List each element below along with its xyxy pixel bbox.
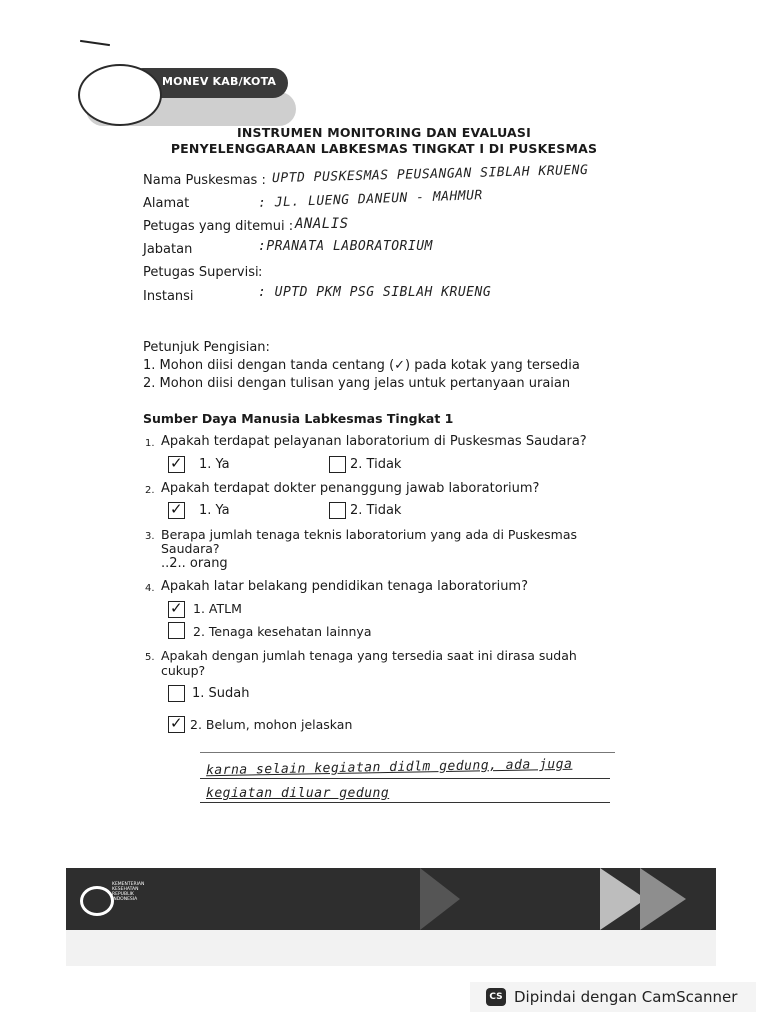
q1-option-tidak-checkbox[interactable] <box>329 456 346 473</box>
camscanner-logo-icon: CS <box>486 988 506 1006</box>
kemenkes-logo-icon <box>80 886 114 916</box>
q4-text: Apakah latar belakang pendidikan tenaga laboratorium? <box>161 579 528 594</box>
doc-title-line2: PENYELENGGARAAN LABKESMAS TINGKAT I DI PUSKESMAS <box>170 141 598 156</box>
jabatan-label: Jabatan <box>143 242 193 257</box>
q2-text: Apakah terdapat dokter penanggung jawab laboratorium? <box>161 481 540 496</box>
q4-option-atlm-label: 1. ATLM <box>193 601 242 616</box>
footer-strip <box>66 930 716 966</box>
answer-line <box>200 778 610 779</box>
instructions-heading: Petunjuk Pengisian: <box>143 340 270 355</box>
q3-answer[interactable]: ..2.. orang <box>161 556 228 571</box>
jabatan-value: :PRANATA LABORATORIUM <box>258 239 433 254</box>
checkmark-icon: ✓ <box>170 714 183 732</box>
instruction-item: 1. Mohon diisi dengan tanda centang (✓) pada kotak yang tersedia <box>143 358 580 373</box>
footer-chevron <box>420 868 460 930</box>
q4-number: 4. <box>145 583 155 594</box>
q3-number: 3. <box>145 531 155 542</box>
answer-line <box>200 752 615 753</box>
checkmark-icon: ✓ <box>170 599 183 617</box>
q2-option-tidak-label: 2. Tidak <box>350 503 402 518</box>
q1-option-ya-checkbox[interactable] <box>168 456 185 473</box>
q4-option-atlm-checkbox[interactable] <box>168 601 185 618</box>
q5-option-sudah-checkbox[interactable] <box>168 685 185 702</box>
supervisi-label: Petugas Supervisi <box>143 265 259 280</box>
q1-number: 1. <box>145 438 155 449</box>
q5-number: 5. <box>145 652 155 663</box>
q3-text-line1: Berapa jumlah tenaga teknis laboratorium yang ada di Puskesmas <box>161 527 578 542</box>
q5-option-belum-label: 2. Belum, mohon jelaskan <box>190 717 353 732</box>
answer-line <box>200 802 610 803</box>
nama-value: UPTD PUSKESMAS PEUSANGAN SIBLAH KRUENG <box>271 162 589 187</box>
instansi-value: : UPTD PKM PSG SIBLAH KRUENG <box>258 285 492 300</box>
q1-option-ya-label: 1. Ya <box>199 457 230 472</box>
doc-title-line1: INSTRUMEN MONITORING DAN EVALUASI <box>236 125 531 140</box>
instruction-item: 2. Mohon diisi dengan tulisan yang jelas untuk pertanyaan uraian <box>143 376 571 391</box>
supervisi-value: : <box>258 265 263 280</box>
checkmark-icon: ✓ <box>170 500 183 518</box>
nama-label: Nama Puskesmas : <box>143 173 266 188</box>
q4-option-lainnya-checkbox[interactable] <box>168 622 185 639</box>
instansi-label: Instansi <box>143 289 194 304</box>
badge-label: MONEV KAB/KOTA <box>162 75 277 88</box>
q2-option-ya-checkbox[interactable] <box>168 502 185 519</box>
footer-logo-text: KEMENTERIAN KESEHATAN REPUBLIK INDONESIA <box>112 882 145 902</box>
alamat-label: Alamat <box>143 196 190 211</box>
q5-answer-line1[interactable]: karna selain kegiatan didlm gedung, ada juga <box>205 756 573 779</box>
q2-option-ya-label: 1. Ya <box>199 503 230 518</box>
q4-option-lainnya-label: 2. Tenaga kesehatan lainnya <box>193 624 372 639</box>
q5-text-line1: Apakah dengan jumlah tenaga yang tersedia saat ini dirasa sudah <box>161 648 577 663</box>
q5-option-belum-checkbox[interactable] <box>168 716 185 733</box>
q2-option-tidak-checkbox[interactable] <box>329 502 346 519</box>
camscanner-text: Dipindai dengan CamScanner <box>514 988 738 1006</box>
footer-chevron <box>640 868 686 930</box>
q5-option-sudah-label: 1. Sudah <box>192 686 250 701</box>
section-title: Sumber Daya Manusia Labkesmas Tingkat 1 <box>143 411 454 426</box>
q5-answer-line2[interactable]: kegiatan diluar gedung <box>206 786 390 801</box>
q2-number: 2. <box>145 485 155 496</box>
scan-mark <box>80 40 110 46</box>
checkmark-icon: ✓ <box>170 454 183 472</box>
q1-text: Apakah terdapat pelayanan laboratorium di Puskesmas Saudara? <box>161 434 587 449</box>
alamat-value: : JL. LUENG DANEUN - MAHMUR <box>257 188 484 211</box>
badge-circle <box>78 64 162 126</box>
q1-option-tidak-label: 2. Tidak <box>350 457 402 472</box>
q3-text-line2: Saudara? <box>161 541 220 556</box>
q5-text-line2: cukup? <box>161 663 206 678</box>
petugas-value: ANALIS <box>295 216 349 232</box>
petugas-label: Petugas yang ditemui : <box>143 219 294 234</box>
